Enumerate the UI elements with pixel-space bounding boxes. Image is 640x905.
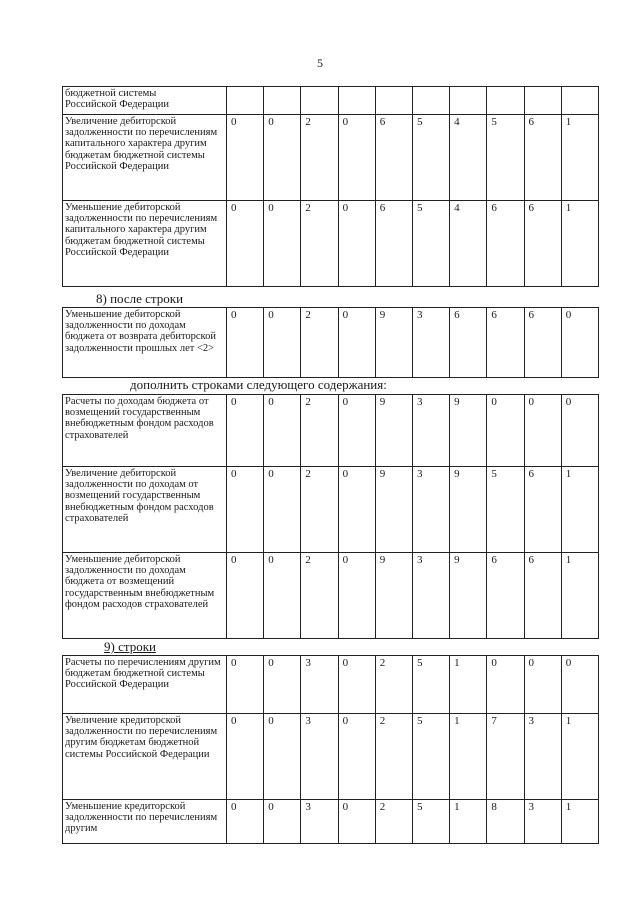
digit-cell: 0 xyxy=(227,467,264,553)
digit-cell: 2 xyxy=(301,115,338,201)
digit-cell xyxy=(338,87,375,115)
digit-cell: 0 xyxy=(227,553,264,639)
digit-cell: 9 xyxy=(375,308,412,378)
row-label: Уменьшение кредиторской задолженности по перечислениям другим xyxy=(63,800,227,844)
table-row xyxy=(63,553,599,639)
digit-cell: 6 xyxy=(524,467,561,553)
page-number: 5 xyxy=(317,56,323,70)
digit-cell: 0 xyxy=(338,308,375,378)
digit-cell: 2 xyxy=(301,467,338,553)
row-label: бюджетной системы Российской Федерации xyxy=(63,87,227,115)
row-label: Уменьшение дебиторской задолженности по перечислениям капитального характера другим бюджетам бюджетной системы Российской Федерации xyxy=(63,201,227,287)
digit-cell: 0 xyxy=(264,308,301,378)
digit-cell: 1 xyxy=(450,656,487,714)
table-row xyxy=(63,115,599,201)
digit-cell: 0 xyxy=(561,308,598,378)
digit-cell xyxy=(561,87,598,115)
digit-cell: 0 xyxy=(264,395,301,467)
digit-cell: 6 xyxy=(524,201,561,287)
table-row xyxy=(63,714,599,800)
table-row xyxy=(63,800,599,844)
digit-cell: 0 xyxy=(227,800,264,844)
section-caption: 9) строки xyxy=(104,639,156,654)
digit-cell: 0 xyxy=(264,656,301,714)
digit-cell: 6 xyxy=(375,115,412,201)
digit-cell: 2 xyxy=(301,395,338,467)
digit-cell: 1 xyxy=(450,800,487,844)
table-row xyxy=(63,656,599,714)
digit-cell: 1 xyxy=(561,201,598,287)
table-row xyxy=(63,87,599,115)
digit-cell: 5 xyxy=(412,800,449,844)
digit-cell: 1 xyxy=(450,714,487,800)
accounts-table-4 xyxy=(62,655,599,844)
digit-cell: 0 xyxy=(561,656,598,714)
digit-cell: 6 xyxy=(524,308,561,378)
digit-cell xyxy=(227,87,264,115)
digit-cell: 0 xyxy=(338,714,375,800)
digit-cell: 0 xyxy=(227,201,264,287)
digit-cell: 5 xyxy=(412,656,449,714)
digit-cell: 3 xyxy=(524,714,561,800)
digit-cell: 3 xyxy=(412,467,449,553)
digit-cell: 0 xyxy=(227,656,264,714)
digit-cell: 8 xyxy=(487,800,524,844)
row-label: Увеличение дебиторской задолженности по перечислениям капитального характера другим бюджетам бюджетной системы Российской Федерации xyxy=(63,115,227,201)
accounts-table-3 xyxy=(62,394,599,639)
digit-cell: 0 xyxy=(264,467,301,553)
digit-cell: 6 xyxy=(487,201,524,287)
digit-cell: 0 xyxy=(338,395,375,467)
table-row xyxy=(63,395,599,467)
table-row xyxy=(63,201,599,287)
accounts-table-2 xyxy=(62,307,599,378)
digit-cell: 0 xyxy=(524,656,561,714)
digit-cell: 0 xyxy=(264,553,301,639)
row-label: Уменьшение дебиторской задолженности по доходам бюджета от возврата дебиторской задолженности прошлых лет <2> xyxy=(63,308,227,378)
digit-cell: 0 xyxy=(264,201,301,287)
row-label: Расчеты по доходам бюджета от возмещений государственным внебюджетным фондом расходов страхователей xyxy=(63,395,227,467)
digit-cell: 9 xyxy=(375,553,412,639)
digit-cell: 2 xyxy=(375,656,412,714)
digit-cell: 6 xyxy=(487,308,524,378)
digit-cell: 0 xyxy=(338,553,375,639)
digit-cell: 0 xyxy=(338,115,375,201)
digit-cell xyxy=(301,87,338,115)
digit-cell: 0 xyxy=(561,395,598,467)
digit-cell: 9 xyxy=(375,395,412,467)
digit-cell xyxy=(487,87,524,115)
table-row xyxy=(63,308,599,378)
digit-cell: 3 xyxy=(301,714,338,800)
digit-cell: 1 xyxy=(561,115,598,201)
section-caption: дополнить строками следующего содержания: xyxy=(130,377,387,392)
digit-cell: 0 xyxy=(487,656,524,714)
digit-cell: 0 xyxy=(524,395,561,467)
digit-cell: 0 xyxy=(338,467,375,553)
digit-cell: 2 xyxy=(301,553,338,639)
digit-cell: 2 xyxy=(375,714,412,800)
digit-cell: 1 xyxy=(561,714,598,800)
digit-cell: 0 xyxy=(227,714,264,800)
digit-cell: 0 xyxy=(338,800,375,844)
digit-cell: 9 xyxy=(450,467,487,553)
digit-cell: 5 xyxy=(487,467,524,553)
digit-cell: 5 xyxy=(412,201,449,287)
digit-cell: 9 xyxy=(450,395,487,467)
accounts-table-1 xyxy=(62,86,599,287)
table-row xyxy=(63,467,599,553)
digit-cell: 6 xyxy=(524,553,561,639)
digit-cell: 0 xyxy=(264,714,301,800)
digit-cell: 0 xyxy=(264,115,301,201)
row-label: Уменьшение дебиторской задолженности по доходам бюджета от возмещений государственным внебюджетным фондом расходов страхователей xyxy=(63,553,227,639)
digit-cell: 4 xyxy=(450,201,487,287)
digit-cell: 9 xyxy=(375,467,412,553)
digit-cell: 6 xyxy=(524,115,561,201)
digit-cell: 5 xyxy=(487,115,524,201)
digit-cell: 0 xyxy=(264,800,301,844)
digit-cell: 1 xyxy=(561,467,598,553)
row-label: Увеличение кредиторской задолженности по перечислениям другим бюджетам бюджетной системы Российской Федерации xyxy=(63,714,227,800)
digit-cell: 5 xyxy=(412,714,449,800)
digit-cell: 2 xyxy=(301,308,338,378)
digit-cell: 0 xyxy=(227,395,264,467)
digit-cell: 0 xyxy=(227,308,264,378)
digit-cell: 3 xyxy=(301,800,338,844)
digit-cell: 4 xyxy=(450,115,487,201)
digit-cell xyxy=(375,87,412,115)
section-caption: 8) после строки xyxy=(96,291,184,306)
digit-cell: 3 xyxy=(524,800,561,844)
digit-cell: 1 xyxy=(561,553,598,639)
digit-cell: 5 xyxy=(412,115,449,201)
digit-cell: 2 xyxy=(301,201,338,287)
digit-cell: 3 xyxy=(412,308,449,378)
digit-cell: 6 xyxy=(375,201,412,287)
digit-cell xyxy=(264,87,301,115)
digit-cell: 3 xyxy=(412,395,449,467)
digit-cell: 9 xyxy=(450,553,487,639)
digit-cell: 3 xyxy=(412,553,449,639)
digit-cell xyxy=(524,87,561,115)
digit-cell: 0 xyxy=(227,115,264,201)
digit-cell xyxy=(412,87,449,115)
digit-cell: 0 xyxy=(338,656,375,714)
digit-cell: 2 xyxy=(375,800,412,844)
row-label: Расчеты по перечислениям другим бюджетам бюджетной системы Российской Федерации xyxy=(63,656,227,714)
digit-cell: 7 xyxy=(487,714,524,800)
digit-cell: 0 xyxy=(338,201,375,287)
digit-cell: 1 xyxy=(561,800,598,844)
digit-cell: 3 xyxy=(301,656,338,714)
digit-cell: 6 xyxy=(450,308,487,378)
digit-cell xyxy=(450,87,487,115)
row-label: Увеличение дебиторской задолженности по доходам от возмещений государственным внебюджетным фондом расходов страхователей xyxy=(63,467,227,553)
digit-cell: 0 xyxy=(487,395,524,467)
digit-cell: 6 xyxy=(487,553,524,639)
